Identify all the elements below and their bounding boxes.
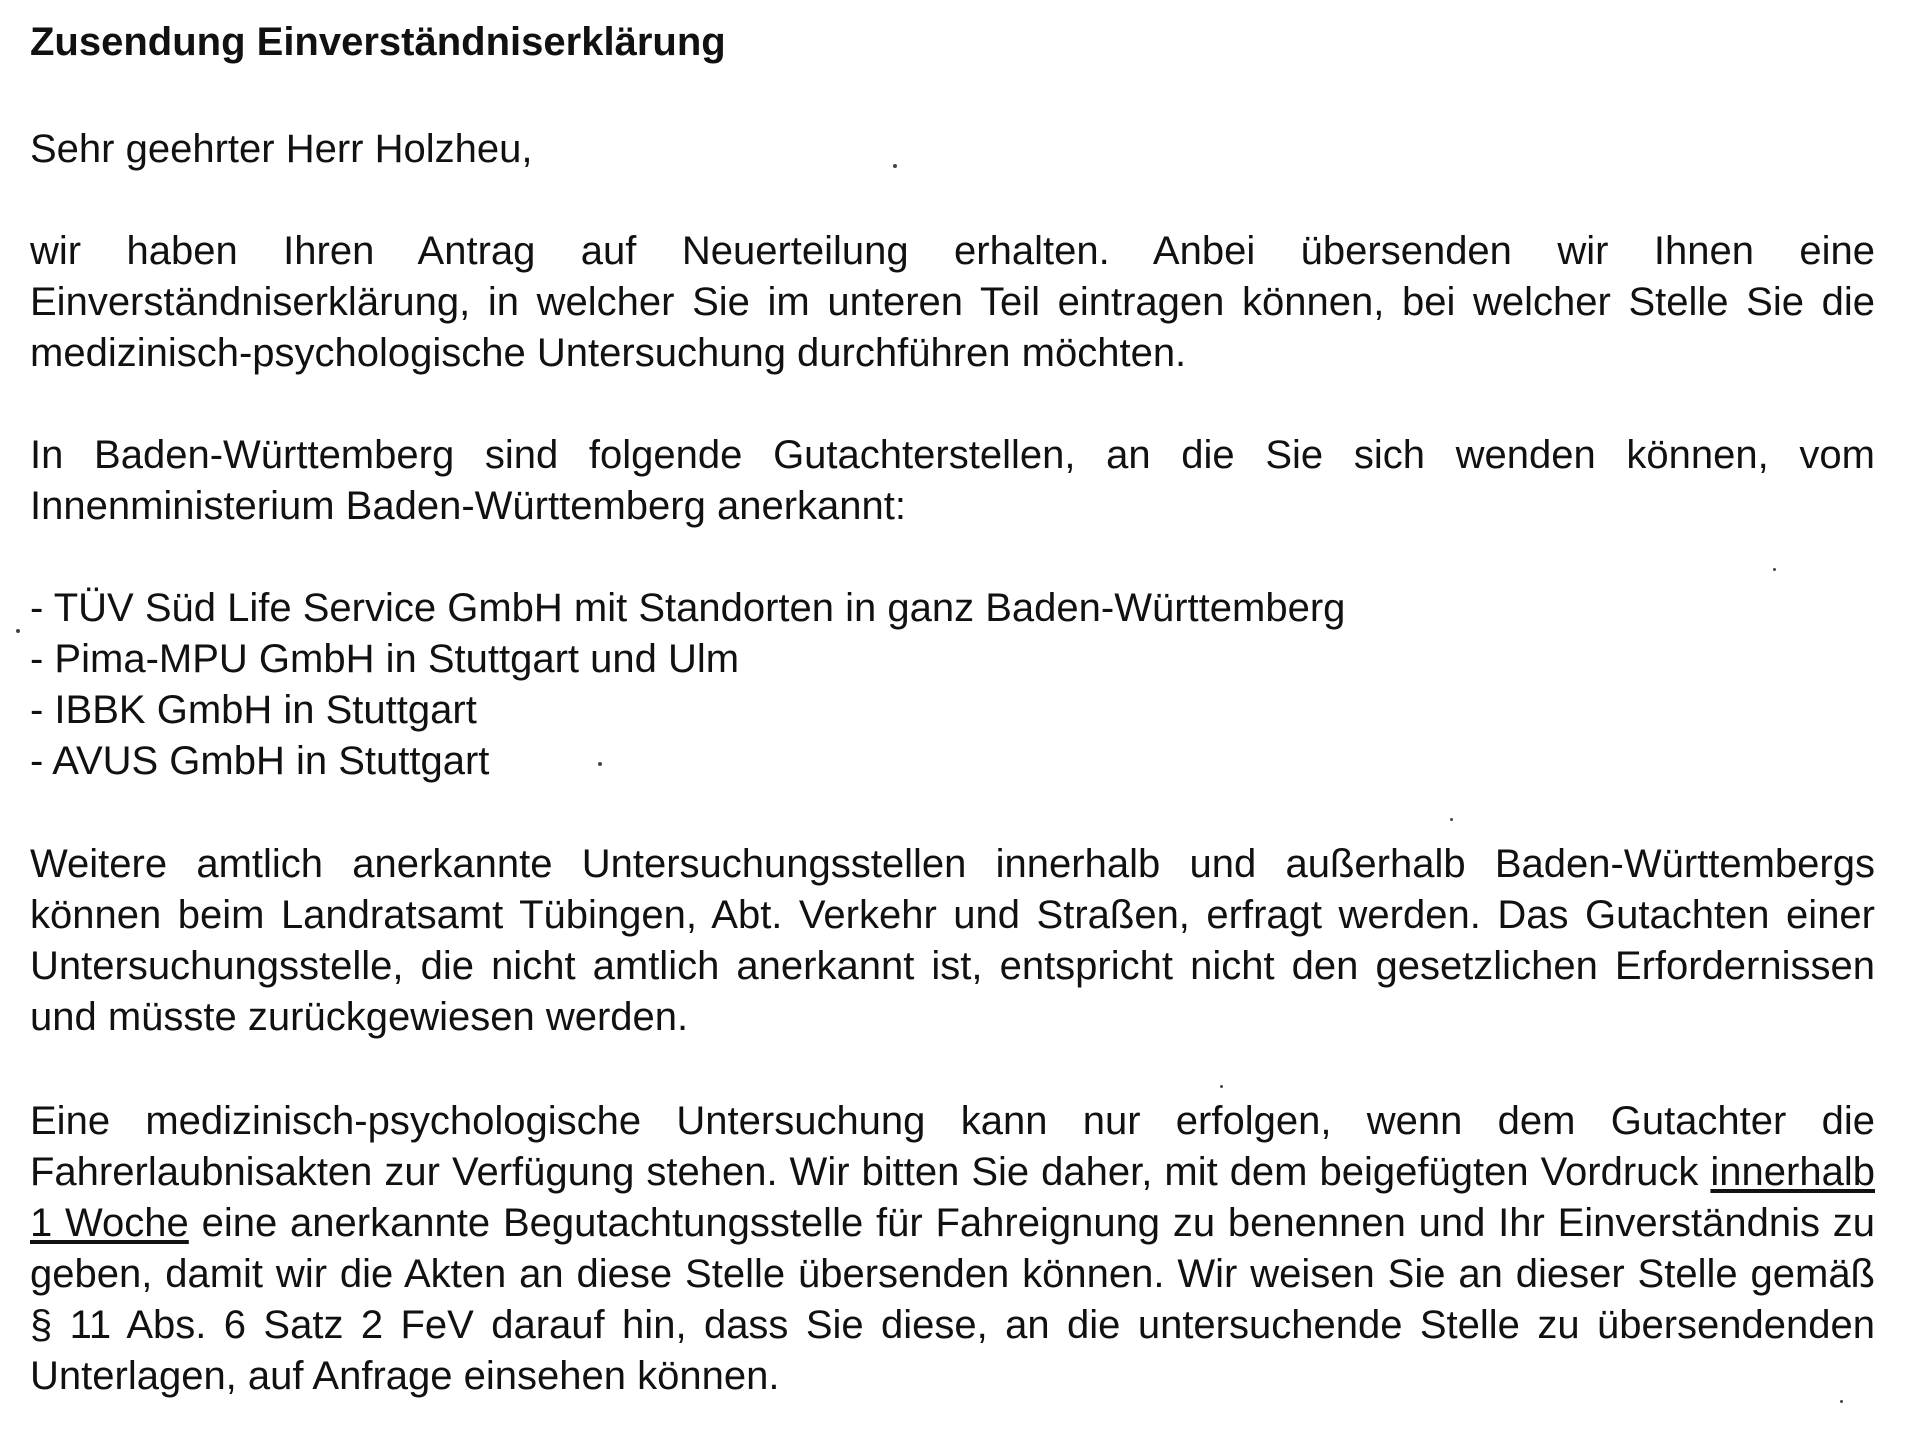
list-item: - TÜV Süd Life Service GmbH mit Standorten in ganz Baden-Württemberg [30, 586, 1346, 630]
list-item: - AVUS GmbH in Stuttgart [30, 739, 490, 783]
approved-centers-list [30, 583, 1345, 787]
paragraph-file-transfer-end: eine anerkannte Begutachtungsstelle für Fahreignung zu benennen und Ihr Einverständnis zu geben, damit wir die Akten an diese Stelle übersenden können. Wir weisen Sie an dieser Stelle gemäß § 11 Abs. 6 Satz 2 FeV darauf hin, dass Sie diese, an die untersuchende Stelle zu übersendenden Unterlagen, auf Anfrage einsehen können. [30, 1201, 1876, 1398]
scan-speck [1773, 568, 1776, 571]
scan-speck [598, 762, 602, 766]
paragraph-approved-centers: In Baden-Württemberg sind folgende Gutachterstellen, an die Sie sich wenden können, vom Innenministerium Baden-Württemberg anerkannt: [30, 433, 1875, 528]
paragraph-file-transfer-start: Eine medizinisch-psychologische Untersuchung kann nur erfolgen, wenn dem Gutachter die Fahrerlaubnisakten zur Verfügung stehen. Wir bitten Sie daher, mit dem beigefügten Vordruck [30, 1099, 1875, 1194]
list-item: - Pima-MPU GmbH in Stuttgart und Ulm [30, 637, 740, 681]
paragraph-file-transfer [30, 1096, 1875, 1402]
paragraph-receipt: wir haben Ihren Antrag auf Neuerteilung erhalten. Anbei übersenden wir Ihnen eine Einverständniserklärung, in welcher Sie im unteren Teil eintragen können, bei welcher Stelle Sie die medizinisch-psychologische Untersuchung durchführen möchten. [30, 229, 1875, 375]
scan-speck [1840, 1400, 1843, 1403]
salutation: Sehr geehrter Herr Holzheu, [30, 127, 533, 171]
scan-speck [1220, 1085, 1223, 1088]
letter-title: Zusendung Einverständniserklärung [30, 20, 726, 64]
scan-speck [1450, 818, 1453, 821]
scan-speck [893, 164, 897, 168]
paragraph-other-centers: Weitere amtlich anerkannte Untersuchungsstellen innerhalb und außerhalb Baden-Württembergs können beim Landratsamt Tübingen, Abt. Verkehr und Straßen, erfragt werden. Das Gutachten einer Untersuchungsstelle, die nicht amtlich anerkannt ist, entspricht nicht den gesetzlichen Erfordernissen und müsste zurückgewiesen werden. [30, 842, 1875, 1039]
scan-speck [16, 629, 20, 633]
deadline-underlined: innerhalb 1 Woche [30, 1150, 1875, 1245]
list-item: - IBBK GmbH in Stuttgart [30, 688, 477, 732]
